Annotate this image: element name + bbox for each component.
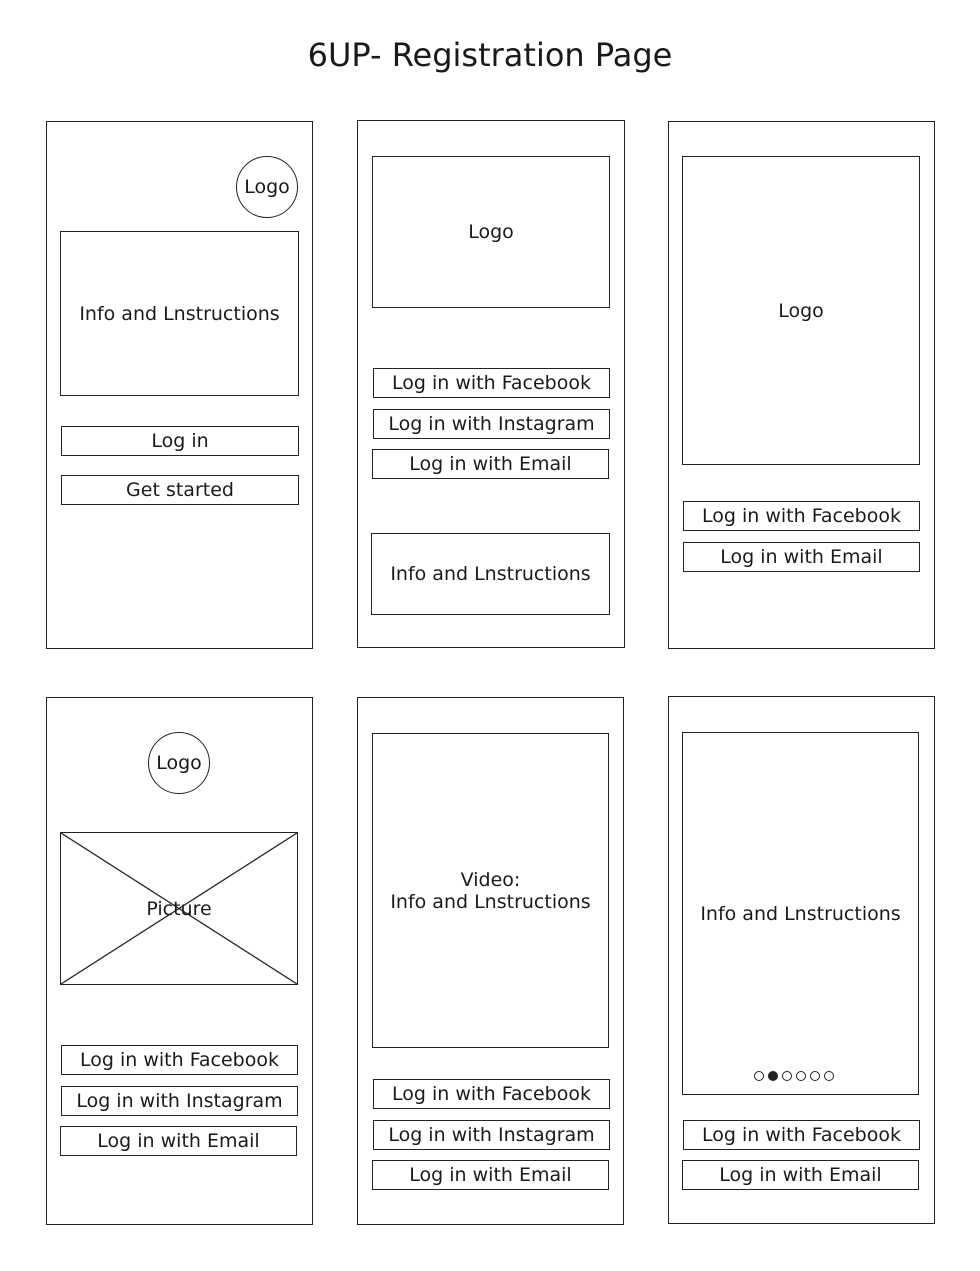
carousel-dot-1[interactable] [754, 1071, 764, 1081]
facebook-login-button[interactable]: Log in with Facebook [373, 368, 610, 398]
video-info-label: Info and Lnstructions [390, 890, 591, 913]
video-box [372, 733, 609, 1048]
instagram-login-button[interactable]: Log in with Instagram [61, 1086, 298, 1116]
facebook-login-button[interactable]: Log in with Facebook [373, 1079, 610, 1109]
info-carousel-box [682, 732, 919, 1095]
email-login-button[interactable]: Log in with Email [682, 1160, 919, 1190]
logo-circle: Logo [148, 732, 210, 794]
logo-circle: Logo [236, 156, 298, 218]
info-box: Info and Lnstructions [60, 231, 299, 396]
picture-placeholder [60, 832, 298, 985]
logo-box: Logo [372, 156, 610, 308]
instagram-login-button[interactable]: Log in with Instagram [373, 409, 610, 439]
email-login-button[interactable]: Log in with Email [372, 1160, 609, 1190]
get-started-button[interactable]: Get started [61, 475, 299, 505]
video-label: Video: [460, 868, 521, 891]
facebook-login-button[interactable]: Log in with Facebook [683, 501, 920, 531]
carousel-dot-4[interactable] [796, 1071, 806, 1081]
facebook-login-button[interactable]: Log in with Facebook [683, 1120, 920, 1150]
picture-label: Picture [146, 897, 212, 920]
instagram-login-button[interactable]: Log in with Instagram [373, 1120, 610, 1150]
info-box: Info and Lnstructions [371, 533, 610, 615]
facebook-login-button[interactable]: Log in with Facebook [61, 1045, 298, 1075]
login-button[interactable]: Log in [61, 426, 299, 456]
page-title: 6UP- Registration Page [307, 36, 673, 74]
carousel-dot-2[interactable] [768, 1071, 778, 1081]
carousel-dot-3[interactable] [782, 1071, 792, 1081]
carousel-dot-6[interactable] [824, 1071, 834, 1081]
logo-box: Logo [682, 156, 920, 465]
carousel-dots[interactable] [754, 1071, 834, 1081]
email-login-button[interactable]: Log in with Email [372, 449, 609, 479]
email-login-button[interactable]: Log in with Email [60, 1126, 297, 1156]
carousel-dot-5[interactable] [810, 1071, 820, 1081]
info-label: Info and Lnstructions [700, 902, 901, 925]
email-login-button[interactable]: Log in with Email [683, 542, 920, 572]
